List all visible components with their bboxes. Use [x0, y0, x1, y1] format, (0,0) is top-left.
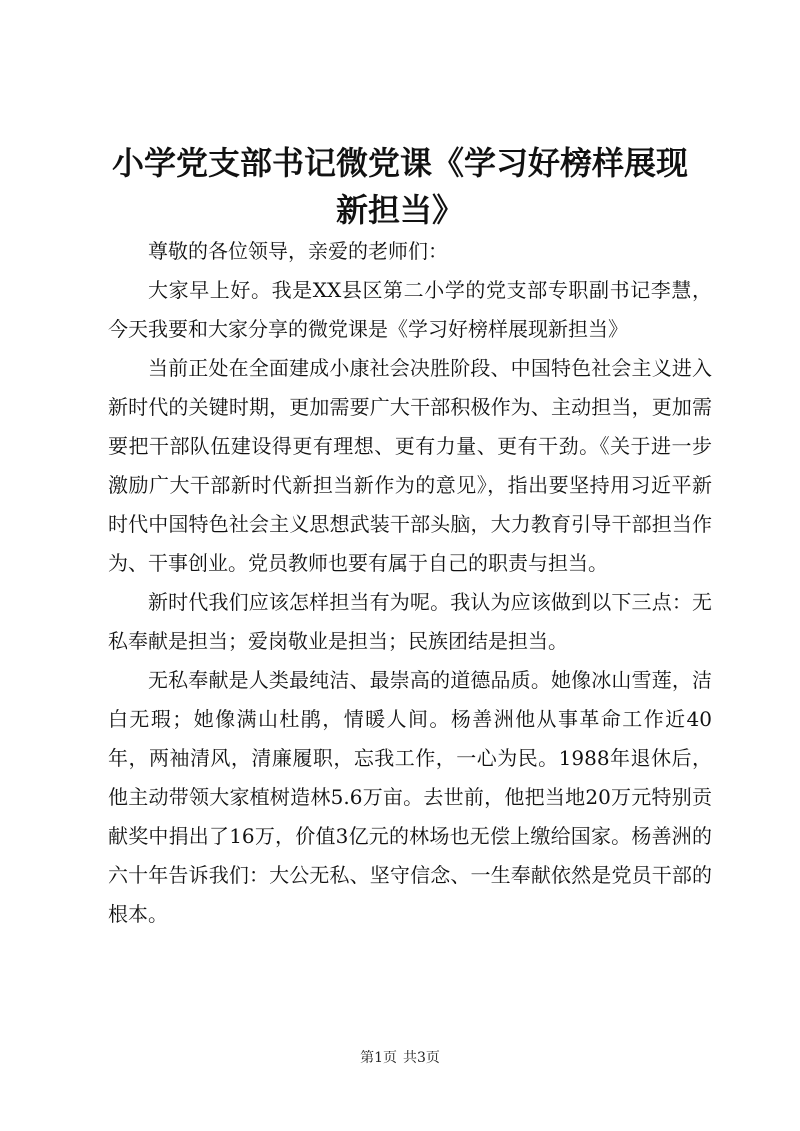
three-points-paragraph: 新时代我们应该怎样担当有为呢。我认为应该做到以下三点：无私奉献是担当；爱岗敬业是担当；民族团结是担当。	[108, 590, 712, 653]
document-title: 小学党支部书记微党课《学习好榜样展现新担当》	[111, 144, 688, 229]
page-number: 第1页	[360, 1050, 397, 1066]
context-paragraph: 当前正处在全面建成小康社会决胜阶段、中国特色社会主义进入新时代的关键时期，更加需要广大干部积极作为、主动担当，更加需要把干部队伍建设得更有理想、更有力量、更有干劲。《关于进一步激励广大干部新时代新担当新作为的意见》，指出要坚持用习近平新时代中国特色社会主义思想武装干部头脑，大力教育引导干部担当作为、干事创业。党员教师也要有属于自己的职责与担当。	[108, 356, 712, 575]
document-body	[108, 232, 712, 934]
salutation-paragraph: 尊敬的各位领导，亲爱的老师们：	[148, 239, 448, 263]
introduction-paragraph: 大家早上好。我是XX县区第二小学的党支部专职副书记李慧，今天我要和大家分享的微党课是《学习好榜样展现新担当》	[108, 278, 712, 341]
page-total: 共3页	[403, 1050, 440, 1066]
page-footer	[0, 1048, 800, 1068]
selfless-dedication-paragraph: 无私奉献是人类最纯洁、最崇高的道德品质。她像冰山雪莲，洁白无瑕；她像满山杜鹃，情暖人间。杨善洲他从事革命工作近40年，两袖清风，清廉履职，忘我工作，一心为民。1988年退休后，他主动带领大家植树造林5.6万亩。去世前，他把当地20万元特别贡献奖中捐出了16万，价值3亿元的林场也无偿上缴给国家。杨善洲的六十年告诉我们：大公无私、坚守信念、一生奉献依然是党员干部的根本。	[108, 668, 712, 926]
